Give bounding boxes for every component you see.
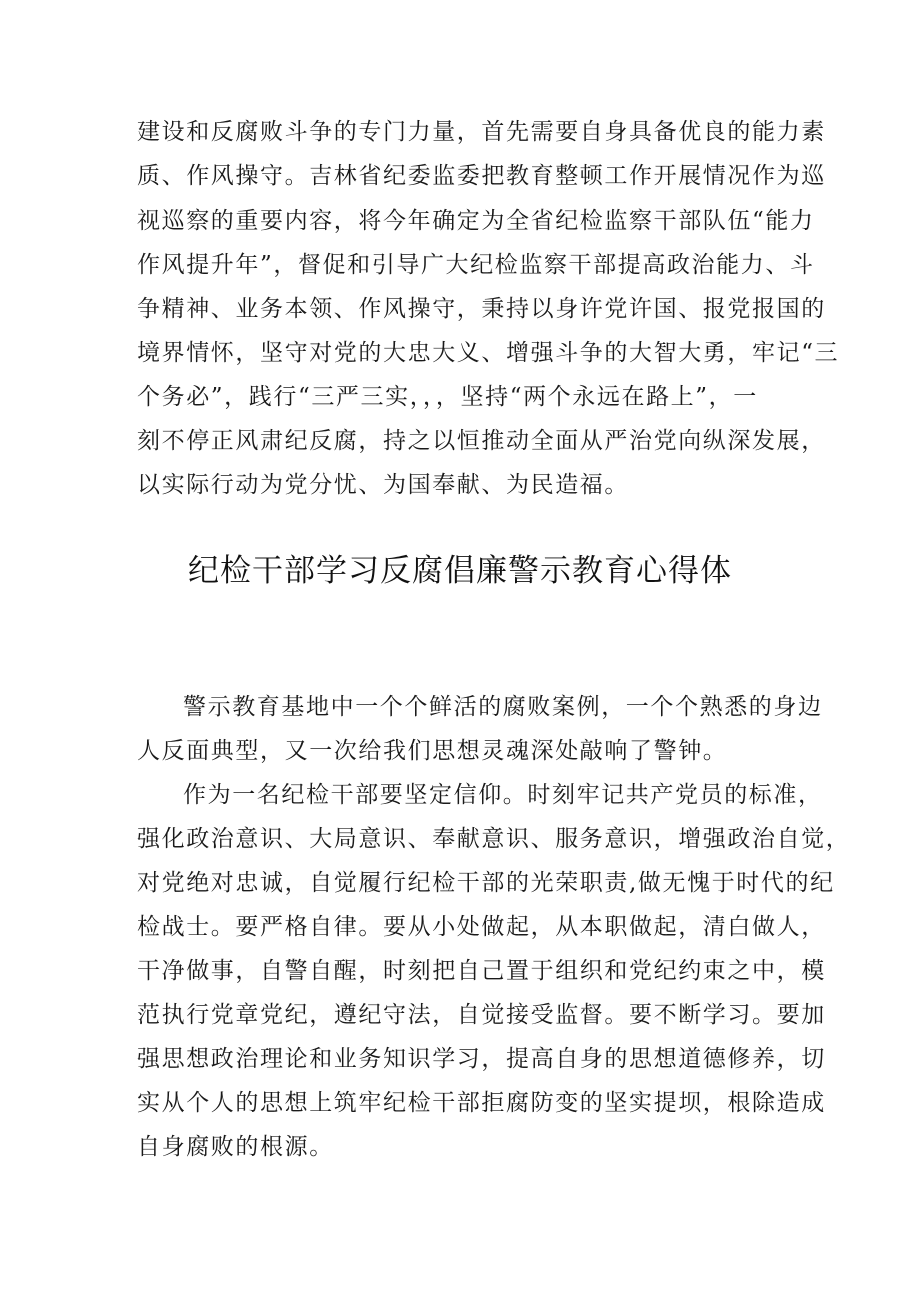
text-line: 检战士。要严格自律。要从小处做起，从本职做起，清白做人，: [137, 914, 826, 940]
text-line: 干净做事，自警自醒，时刻把自己置于组织和党纪约束之中，模: [137, 958, 826, 984]
text-line: 实从个人的思想上筑牢纪检干部拒腐防变的坚实提坝，根除造成: [137, 1090, 826, 1116]
text-line: 强思想政治理论和业务知识学习，提高自身的思想道德修养，切: [137, 1046, 826, 1072]
text-line: 警示教育基地中一个个鲜活的腐败案例，一个个熟悉的身边: [183, 694, 823, 720]
text-line: 刻不停正风肃纪反腐，持之以恒推动全面从严治党向纵深发展，: [137, 428, 826, 454]
text-line: 人反面典型，又一次给我们思想灵魂深处敲响了警钟。: [137, 738, 728, 764]
text-line: 对党绝对忠诚，自觉履行纪检干部的光荣职责,做无愧于时代的纪: [137, 870, 835, 896]
text-line: 范执行党章党纪，遵纪守法，自觉接受监督。要不断学习。要加: [137, 1002, 826, 1028]
text-line: 以实际行动为党分忧、为国奉献、为民造福。: [137, 472, 629, 498]
text-line: 强化政治意识、大局意识、奉献意识、服务意识，增强政治自觉，: [137, 826, 851, 852]
text-line: 质、作风操守。吉林省纪委监委把教育整顿工作开展情况作为巡: [137, 163, 826, 189]
text-line: 争精神、业务本领、作风操守，秉持以身许党许国、报党报国的: [137, 296, 826, 322]
text-line: 作风提升年”，督促和引导广大纪检监察干部提高政治能力、斗: [137, 252, 815, 278]
text-line: 建设和反腐败斗争的专门力量，首先需要自身具备优良的能力素: [137, 119, 826, 145]
text-line: 境界情怀，坚守对党的大忠大义、增强斗争的大智大勇，牢记“三: [137, 340, 840, 366]
article-title: 纪检干部学习反腐倡廉警示教育心得体: [188, 553, 732, 589]
text-line: 自身腐败的根源。: [137, 1134, 334, 1160]
text-line: 个务必”，践行“三严三实，，，坚持“两个永远在路上”，一: [137, 384, 758, 410]
text-line: 视巡察的重要内容，将今年确定为全省纪检监察干部队伍“能力: [137, 208, 815, 234]
text-line: 作为一名纪检干部要坚定信仰。时刻牢记共产党员的标准，: [183, 782, 823, 808]
